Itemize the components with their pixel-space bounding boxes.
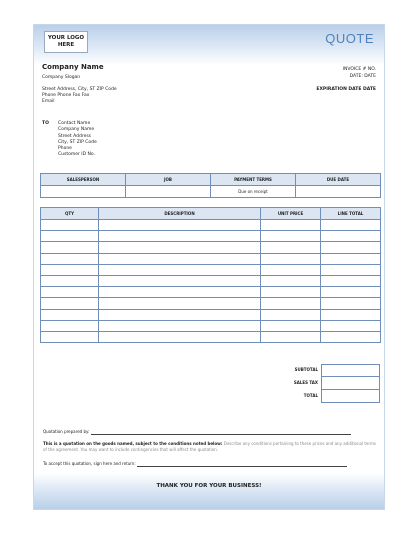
payment-terms-cell[interactable]: Due on receipt [211, 186, 296, 198]
unit-price-cell[interactable] [261, 253, 321, 264]
totals-block [40, 364, 380, 403]
qty-cell[interactable] [41, 331, 99, 342]
unit-price-cell[interactable] [261, 309, 321, 320]
table-row [41, 331, 381, 342]
invoice-info [343, 67, 376, 80]
qty-cell[interactable] [41, 253, 99, 264]
disclaimer-conditions[interactable]: Describe any conditions pertaining to these prices and any additional terms of the agreement. You may want to include contingencies that will affect the quotation. [43, 441, 376, 452]
table-row [41, 264, 381, 275]
prepared-by-label: Quotation prepared by: [43, 429, 90, 434]
items-table [40, 207, 381, 343]
logo-text: YOUR LOGO HERE [47, 35, 85, 48]
sales-tax-row [40, 377, 380, 390]
subtotal-row [40, 364, 380, 377]
table-row [41, 298, 381, 309]
accept-signature[interactable] [137, 466, 347, 467]
qty-cell[interactable] [41, 264, 99, 275]
line-total-cell[interactable] [321, 298, 381, 309]
job-cell[interactable] [126, 186, 211, 198]
company-address-block [42, 87, 117, 106]
description-cell[interactable] [99, 298, 261, 309]
recipient-block [58, 121, 97, 159]
recipient-line[interactable]: Company Name [58, 127, 95, 133]
prepared-by-signature[interactable] [91, 434, 351, 435]
description-cell[interactable] [99, 331, 261, 342]
due-date-cell[interactable] [296, 186, 381, 198]
total-cell[interactable] [321, 390, 380, 403]
line-total-cell[interactable] [321, 275, 381, 286]
table-row [41, 320, 381, 331]
items-body [41, 220, 381, 343]
company-name[interactable]: Company Name [42, 63, 104, 71]
disclaimer [43, 441, 379, 452]
header-line-total: LINE TOTAL [321, 208, 381, 220]
description-cell[interactable] [99, 275, 261, 286]
description-cell[interactable] [99, 242, 261, 253]
recipient-line[interactable]: Phone [58, 146, 72, 152]
unit-price-cell[interactable] [261, 298, 321, 309]
sales-tax-cell[interactable] [321, 377, 380, 390]
line-total-cell[interactable] [321, 320, 381, 331]
expiration-date[interactable]: EXPIRATION DATE DATE [316, 87, 376, 92]
line-total-cell[interactable] [321, 264, 381, 275]
header-qty: QTY [41, 208, 99, 220]
to-label: TO [42, 121, 49, 126]
company-email[interactable]: Email [42, 99, 55, 105]
table-row [41, 253, 381, 264]
line-total-cell[interactable] [321, 242, 381, 253]
invoice-date[interactable]: DATE: DATE [349, 73, 376, 79]
unit-price-cell[interactable] [261, 287, 321, 298]
line-total-cell[interactable] [321, 331, 381, 342]
table-row [41, 220, 381, 231]
header-payment-terms: PAYMENT TERMS [211, 174, 296, 186]
company-address[interactable]: Street Address, City, ST ZIP Code [42, 87, 117, 92]
qty-cell[interactable] [41, 275, 99, 286]
subtotal-label: SUBTOTAL [294, 367, 318, 372]
salesperson-cell[interactable] [41, 186, 126, 198]
thank-you-message: THANK YOU FOR YOUR BUSINESS! [156, 483, 262, 489]
description-cell[interactable] [99, 253, 261, 264]
accept-line [43, 461, 347, 467]
description-cell[interactable] [99, 309, 261, 320]
unit-price-cell[interactable] [261, 242, 321, 253]
recipient-line[interactable]: City, ST ZIP Code [58, 139, 97, 145]
line-total-cell[interactable] [321, 287, 381, 298]
company-phone-fax[interactable]: Phone Phone Fax Fax [42, 93, 90, 99]
company-slogan[interactable]: Company Slogan [42, 75, 81, 80]
unit-price-cell[interactable] [261, 275, 321, 286]
header-job: JOB [126, 174, 211, 186]
qty-cell[interactable] [41, 298, 99, 309]
qty-cell[interactable] [41, 287, 99, 298]
recipient-line[interactable]: Contact Name [58, 121, 91, 126]
quote-page [33, 24, 385, 510]
logo-placeholder[interactable] [44, 31, 88, 53]
qty-cell[interactable] [41, 242, 99, 253]
prepared-by-line [43, 429, 351, 435]
unit-price-cell[interactable] [261, 331, 321, 342]
invoice-number[interactable]: INVOICE # NO. [342, 67, 376, 72]
qty-cell[interactable] [41, 231, 99, 242]
header-due-date: DUE DATE [296, 174, 381, 186]
description-cell[interactable] [99, 231, 261, 242]
recipient-line[interactable]: Customer ID No. [58, 152, 95, 158]
description-cell[interactable] [99, 264, 261, 275]
description-cell[interactable] [99, 287, 261, 298]
info-table [40, 173, 381, 198]
footer-band [34, 473, 384, 509]
qty-cell[interactable] [41, 309, 99, 320]
description-cell[interactable] [99, 220, 261, 231]
table-row [41, 309, 381, 320]
table-row [41, 242, 381, 253]
sales-tax-label: SALES TAX [293, 380, 318, 385]
header-description: DESCRIPTION [99, 208, 261, 220]
qty-cell[interactable] [41, 220, 99, 231]
header-salesperson: SALESPERSON [41, 174, 126, 186]
accept-label: To accept this quotation, sign here and return: [43, 461, 136, 466]
page-title: QUOTE [325, 31, 374, 46]
unit-price-cell[interactable] [261, 220, 321, 231]
table-row [41, 231, 381, 242]
header-unit-price: UNIT PRICE [261, 208, 321, 220]
disclaimer-main: This is a quotation on the goods named, subject to the conditions noted below: [43, 441, 223, 446]
total-label: TOTAL [303, 393, 318, 398]
unit-price-cell[interactable] [261, 320, 321, 331]
table-row [41, 287, 381, 298]
description-cell[interactable] [99, 320, 261, 331]
line-total-cell[interactable] [321, 231, 381, 242]
unit-price-cell[interactable] [261, 231, 321, 242]
subtotal-cell[interactable] [321, 364, 380, 377]
table-row [41, 275, 381, 286]
qty-cell[interactable] [41, 320, 99, 331]
line-total-cell[interactable] [321, 253, 381, 264]
line-total-cell[interactable] [321, 309, 381, 320]
total-row [40, 390, 380, 403]
unit-price-cell[interactable] [261, 264, 321, 275]
line-total-cell[interactable] [321, 220, 381, 231]
recipient-line[interactable]: Street Address [58, 133, 92, 139]
